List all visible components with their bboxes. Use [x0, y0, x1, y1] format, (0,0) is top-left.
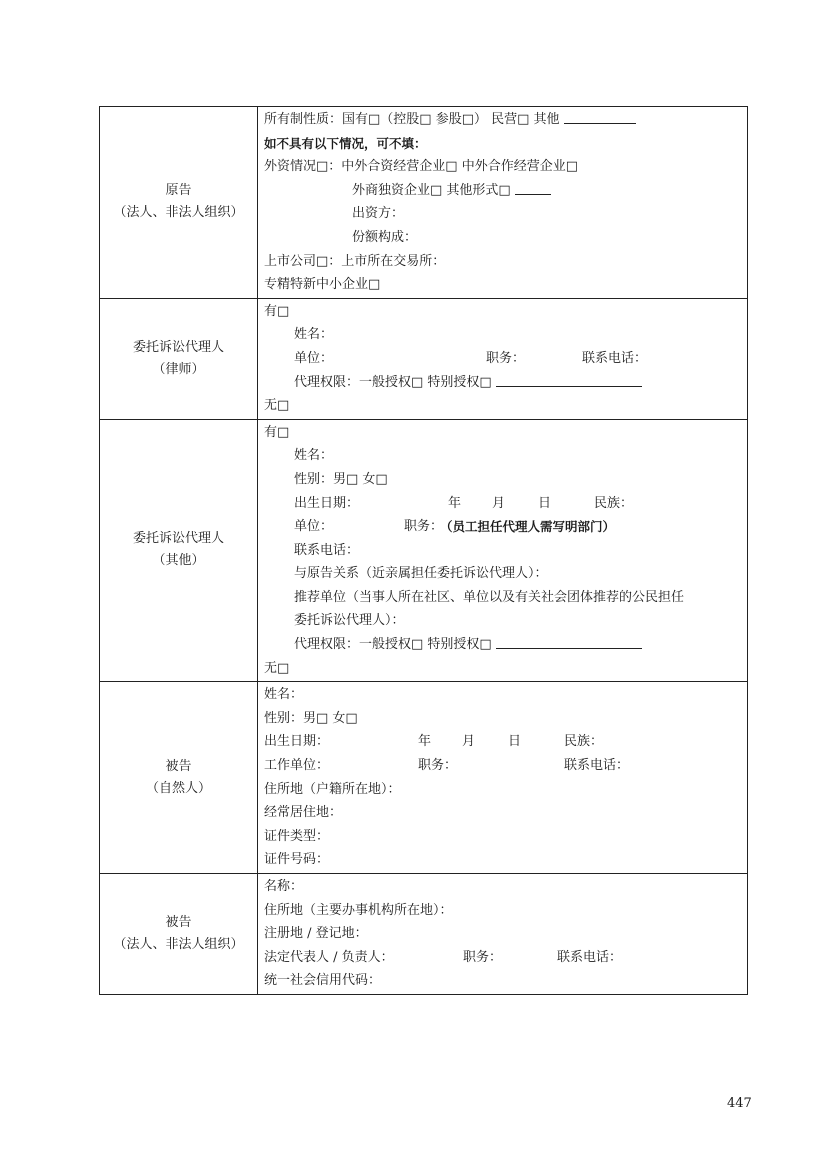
defendant-domicile-field[interactable]: 住所地（户籍所在地）：	[264, 781, 401, 797]
lawyer-authority-field[interactable]: 代理权限：一般授权□ 特别授权□	[294, 374, 492, 390]
other-name-field[interactable]: 姓名：	[294, 448, 334, 464]
agent-lawyer-label	[100, 298, 258, 419]
org-creditcode-field[interactable]: 统一社会信用代码：	[264, 973, 382, 989]
lawyer-phone-field[interactable]: 联系电话：	[582, 350, 648, 366]
org-registration-field[interactable]: 注册地 / 登记地：	[264, 926, 368, 942]
agent-lawyer-title: 委托诉讼代理人	[132, 339, 224, 355]
row-defendant-org	[100, 874, 748, 995]
lawyer-unit-field[interactable]: 单位：	[294, 350, 334, 366]
ownership-other-blank[interactable]	[564, 109, 636, 124]
defendant-org-title: 被告	[165, 914, 192, 930]
other-birth-field[interactable]: 出生日期：	[294, 495, 360, 511]
defendant-name-field[interactable]: 姓名：	[264, 687, 304, 703]
srdi-field[interactable]: 专精特新中小企业□	[264, 277, 381, 293]
other-unit-field[interactable]: 单位：	[294, 519, 334, 535]
org-position-field[interactable]: 职务：	[463, 949, 503, 965]
plaintiff-org-title: 原告	[165, 183, 192, 199]
ownership-field[interactable]: 所有制性质：国有□（控股□ 参股□） 民营□ 其他	[264, 112, 560, 127]
org-phone-field[interactable]: 联系电话：	[557, 949, 623, 965]
defendant-birth-year: 年	[418, 734, 432, 750]
row-plaintiff-org	[100, 107, 748, 299]
defendant-birth-month: 月	[462, 734, 476, 750]
defendant-org-content	[258, 874, 748, 995]
defendant-person-title: 被告	[165, 758, 192, 774]
plaintiff-org-subtitle: （法人、非法人组织）	[113, 205, 244, 221]
defendant-person-subtitle: （自然人）	[145, 780, 211, 796]
row-agent-other	[100, 419, 748, 682]
optional-note: 如不具有以下情况，可不填：	[264, 135, 427, 151]
plaintiff-org-label	[100, 107, 258, 299]
defendant-idtype-field[interactable]: 证件类型：	[264, 828, 330, 844]
defendant-workunit-field[interactable]: 工作单位：	[264, 758, 330, 774]
defendant-position-field[interactable]: 职务：	[418, 758, 458, 774]
lawyer-authority-blank[interactable]	[496, 372, 642, 387]
other-authority-field[interactable]: 代理权限：一般授权□ 特别授权□	[294, 637, 492, 653]
shares-field[interactable]: 份额构成：	[352, 229, 418, 245]
other-position-note: （员工担任代理人需写明部门）	[440, 519, 616, 535]
other-form-blank[interactable]	[515, 180, 551, 195]
agent-other-title: 委托诉讼代理人	[132, 531, 224, 547]
listed-company-field[interactable]: 上市公司□：上市所在交易所：	[264, 253, 446, 269]
defendant-birth-field[interactable]: 出生日期：	[264, 734, 330, 750]
defendant-idnumber-field[interactable]: 证件号码：	[264, 852, 330, 868]
lawyer-position-field[interactable]: 职务：	[486, 350, 526, 366]
other-position-field[interactable]: 职务：	[404, 519, 444, 535]
other-recommend-line1[interactable]: 推荐单位（当事人所在社区、单位以及有关社会团体推荐的公民担任	[294, 589, 685, 605]
foreign-capital-line1[interactable]: 外资情况□：中外合资经营企业□ 中外合作经营企业□	[264, 159, 578, 175]
investor-field[interactable]: 出资方：	[352, 206, 405, 222]
other-recommend-line2[interactable]: 委托诉讼代理人）：	[294, 613, 405, 629]
defendant-gender-field[interactable]: 性别：男□ 女□	[264, 710, 358, 726]
org-domicile-field[interactable]: 住所地（主要办事机构所在地）：	[264, 902, 453, 918]
row-agent-lawyer	[100, 298, 748, 419]
other-birth-month: 月	[492, 495, 506, 511]
other-none-checkbox[interactable]: 无□	[264, 660, 290, 676]
defendant-org-label	[100, 874, 258, 995]
lawyer-has-checkbox[interactable]: 有□	[264, 303, 290, 319]
complaint-form-table	[99, 106, 748, 995]
defendant-ethnicity-field[interactable]: 民族：	[564, 734, 604, 750]
defendant-residence-field[interactable]: 经常居住地：	[264, 805, 343, 821]
other-gender-field[interactable]: 性别：男□ 女□	[294, 471, 388, 487]
other-relation-field[interactable]: 与原告关系（近亲属担任委托诉讼代理人）：	[294, 566, 548, 582]
other-has-checkbox[interactable]: 有□	[264, 424, 290, 440]
other-phone-field[interactable]: 联系电话：	[294, 542, 360, 558]
defendant-org-subtitle: （法人、非法人组织）	[113, 936, 244, 952]
other-birth-day: 日	[538, 495, 552, 511]
org-legalrep-field[interactable]: 法定代表人 / 负责人：	[264, 949, 394, 965]
lawyer-none-checkbox[interactable]: 无□	[264, 398, 290, 414]
defendant-person-content	[258, 682, 748, 874]
row-defendant-person	[100, 682, 748, 874]
agent-other-content	[258, 419, 748, 682]
lawyer-name-field[interactable]: 姓名：	[294, 327, 334, 343]
defendant-birth-day: 日	[508, 734, 522, 750]
foreign-capital-line2[interactable]: 外商独资企业□ 其他形式□	[352, 182, 511, 198]
other-authority-blank[interactable]	[496, 634, 642, 649]
agent-other-subtitle: （其他）	[152, 553, 205, 569]
plaintiff-org-content	[258, 107, 748, 299]
agent-lawyer-content	[258, 298, 748, 419]
agent-lawyer-subtitle: （律师）	[152, 361, 205, 377]
other-ethnicity-field[interactable]: 民族：	[594, 495, 634, 511]
defendant-person-label	[100, 682, 258, 874]
agent-other-label	[100, 419, 258, 682]
other-birth-year: 年	[448, 495, 462, 511]
page-number: 447	[727, 1096, 752, 1111]
defendant-phone-field[interactable]: 联系电话：	[564, 758, 630, 774]
org-name-field[interactable]: 名称：	[264, 879, 304, 894]
